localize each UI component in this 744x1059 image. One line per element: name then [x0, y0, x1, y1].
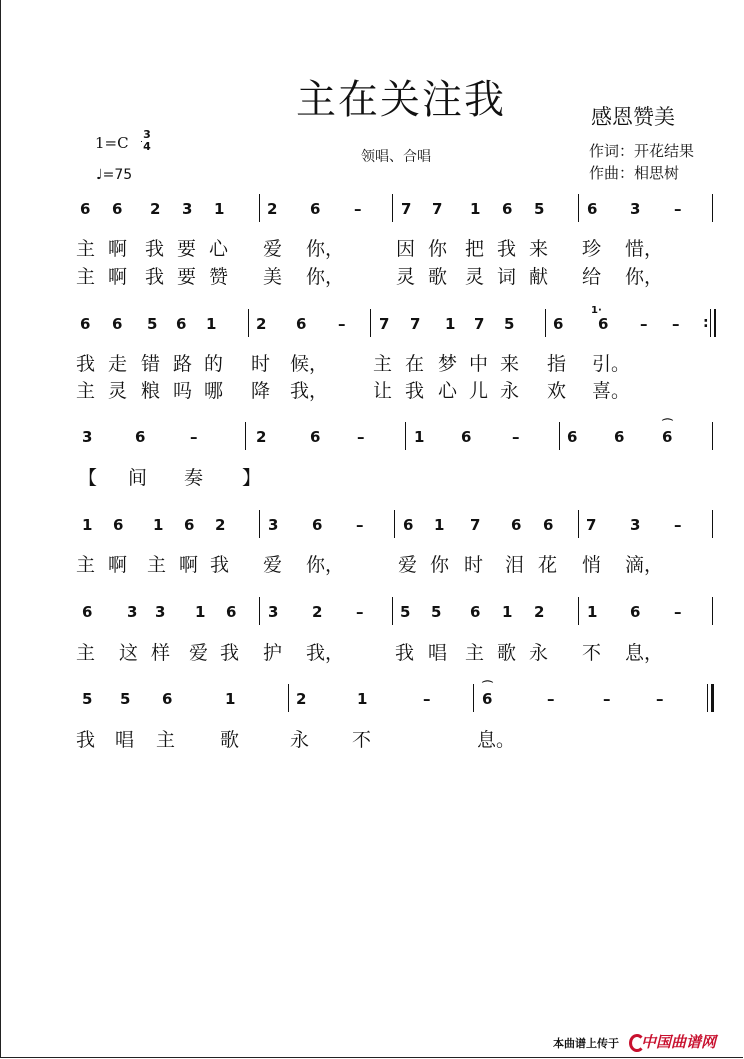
- note: 6: [470, 603, 481, 621]
- note: 6: [113, 516, 124, 534]
- barline: [248, 309, 249, 337]
- note: 6: [543, 516, 554, 534]
- barline: [578, 194, 579, 222]
- note: 2: [150, 200, 161, 218]
- note: 6: [184, 516, 195, 534]
- note: 6: [80, 200, 91, 218]
- note: 2: [267, 200, 278, 218]
- note: 1: [357, 690, 368, 708]
- lyric-char: 我: [220, 642, 240, 664]
- note: 1: [502, 603, 513, 621]
- note: 6: [112, 200, 123, 218]
- lyric-char: 时: [464, 554, 484, 576]
- note: 7: [401, 200, 412, 218]
- dash: –: [674, 516, 682, 534]
- note: 6: [461, 428, 472, 446]
- lyric-char: 灵: [108, 380, 128, 402]
- time-denominator: 4: [143, 140, 151, 153]
- lyric-char: 惜，: [625, 238, 664, 260]
- dash: –: [512, 428, 520, 446]
- barline: [578, 510, 579, 538]
- note: 6: [662, 428, 673, 446]
- note: 6: [80, 315, 91, 333]
- note: 2: [215, 516, 226, 534]
- lyric-char: 花: [538, 554, 558, 576]
- note: 6: [296, 315, 307, 333]
- note: 7: [470, 516, 481, 534]
- note: 6: [403, 516, 414, 534]
- lyric-char: 走: [108, 353, 128, 375]
- note: 3: [268, 516, 279, 534]
- barline: [473, 684, 474, 712]
- note: 6: [630, 603, 641, 621]
- note: 7: [474, 315, 485, 333]
- lyric-char: 爱: [263, 238, 283, 260]
- lyric-char: 主: [156, 729, 176, 751]
- note: 1: [414, 428, 425, 446]
- note: 5: [534, 200, 545, 218]
- lyric-char: 主: [76, 380, 96, 402]
- barline: [288, 684, 289, 712]
- dash: –: [356, 516, 364, 534]
- lyric-char: 让: [373, 380, 393, 402]
- song-subtitle: 感恩赞美: [591, 105, 675, 129]
- note: 5: [120, 690, 131, 708]
- note: 6: [482, 690, 493, 708]
- lyric-char: 主: [147, 554, 167, 576]
- note: 2: [296, 690, 307, 708]
- note: 6: [614, 428, 625, 446]
- lyric-char: 啊: [108, 238, 128, 260]
- final-barline: [711, 684, 714, 712]
- note: 2: [256, 428, 267, 446]
- lyric-char: 要: [177, 266, 197, 288]
- barline: [712, 597, 713, 625]
- notes-row-3: [0, 418, 744, 458]
- lyric-char: 永: [290, 729, 310, 751]
- note: 6: [112, 315, 123, 333]
- lyric-char: 吗: [173, 380, 193, 402]
- lyric-char: 我: [395, 642, 415, 664]
- lyric-char: 要: [177, 238, 197, 260]
- note: 6: [587, 200, 598, 218]
- note: 7: [410, 315, 421, 333]
- note: 2: [534, 603, 545, 621]
- barline: [578, 597, 579, 625]
- interlude-row: [0, 463, 744, 493]
- lyric-char: 爱: [189, 642, 209, 664]
- time-numerator: 3: [143, 128, 151, 141]
- note: 6: [511, 516, 522, 534]
- note: 3: [127, 603, 138, 621]
- note: 1: [445, 315, 456, 333]
- notes-row-4: [0, 516, 744, 546]
- notes-row-2: [0, 305, 744, 345]
- lyric-char: 欢: [547, 380, 567, 402]
- voice-label: 领唱、合唱: [361, 149, 431, 165]
- interlude-char: 间: [128, 467, 148, 489]
- note: 1: [153, 516, 164, 534]
- lyric-char: 主: [76, 266, 96, 288]
- barline: [392, 597, 393, 625]
- lyric-char: 样: [151, 642, 171, 664]
- lyrics-row-6: [0, 725, 744, 755]
- barline: [714, 309, 716, 337]
- lyric-char: 悄: [582, 554, 602, 576]
- site-logo[interactable]: 中国曲谱网: [641, 1033, 717, 1051]
- note: 6: [553, 315, 564, 333]
- lyric-char: 灵: [396, 266, 416, 288]
- note: 6: [598, 315, 609, 333]
- note: 1: [470, 200, 481, 218]
- lyrics-row-2a: [0, 349, 744, 379]
- note: 6: [567, 428, 578, 446]
- note: 7: [379, 315, 390, 333]
- lyric-char: 主: [76, 554, 96, 576]
- lyric-char: 不: [352, 729, 372, 751]
- dash: –: [674, 200, 682, 218]
- lyrics-row-1a: [0, 234, 744, 264]
- dash: –: [672, 315, 680, 333]
- note: 7: [432, 200, 443, 218]
- barline: [259, 597, 260, 625]
- note: 2: [312, 603, 323, 621]
- lyric-char: 词: [497, 266, 517, 288]
- note: 7: [586, 516, 597, 534]
- barline: [394, 510, 395, 538]
- lyric-char: 美: [263, 266, 283, 288]
- note: 1: [214, 200, 225, 218]
- lyric-char: 我: [405, 380, 425, 402]
- lyricist-credit: 作词：开花结果: [589, 142, 695, 160]
- dash: –: [674, 603, 682, 621]
- lyric-char: 你，: [306, 266, 345, 288]
- lyric-char: 你，: [625, 266, 664, 288]
- barline: [707, 684, 708, 712]
- note: 5: [82, 690, 93, 708]
- lyric-char: 我: [145, 238, 165, 260]
- lyric-char: 我，: [306, 642, 345, 664]
- note: 6: [310, 428, 321, 446]
- barline: [259, 510, 260, 538]
- lyric-char: 儿: [469, 380, 489, 402]
- note: 5: [431, 603, 442, 621]
- notes-row-6: [0, 680, 744, 720]
- lyric-char: 滴，: [625, 554, 664, 576]
- time-signature: [141, 129, 153, 153]
- barline: [559, 422, 560, 450]
- lyric-char: 我: [76, 353, 96, 375]
- lyric-char: 你: [430, 554, 450, 576]
- lyric-char: 啊: [108, 554, 128, 576]
- upload-note: 本曲谱上传于: [553, 1037, 619, 1050]
- dash: –: [190, 428, 198, 446]
- barline: [392, 194, 393, 222]
- lyric-char: 息，: [625, 642, 664, 664]
- barline: [712, 194, 713, 222]
- lyric-char: 来: [500, 353, 520, 375]
- lyric-char: 喜。: [592, 380, 631, 402]
- note: 3: [82, 428, 93, 446]
- lyric-char: 引。: [592, 353, 631, 375]
- note: 3: [268, 603, 279, 621]
- interlude-char: 奏: [184, 467, 204, 489]
- fermata-icon: ⌒: [482, 680, 493, 693]
- dash: –: [423, 690, 431, 708]
- note: 6: [162, 690, 173, 708]
- note: 1: [225, 690, 236, 708]
- lyric-char: 路: [173, 353, 193, 375]
- note: 6: [176, 315, 187, 333]
- note: 3: [155, 603, 166, 621]
- note: 5: [400, 603, 411, 621]
- lyric-char: 心: [209, 238, 229, 260]
- lyric-char: 我: [76, 729, 96, 751]
- lyric-char: 梦: [438, 353, 458, 375]
- lyric-char: 永: [529, 642, 549, 664]
- repeat-dots: :: [703, 315, 709, 331]
- barline: [259, 194, 260, 222]
- barline: [405, 422, 406, 450]
- dash: –: [338, 315, 346, 333]
- note: 6: [135, 428, 146, 446]
- lyric-char: 中: [469, 353, 489, 375]
- lyric-char: 永: [500, 380, 520, 402]
- note: 1: [206, 315, 217, 333]
- lyric-char: 把: [465, 238, 485, 260]
- dash: –: [356, 603, 364, 621]
- note: 1: [434, 516, 445, 534]
- lyric-char: 歌: [220, 729, 240, 751]
- lyric-char: 珍: [582, 238, 602, 260]
- lyric-char: 赞: [209, 266, 229, 288]
- lyric-char: 降: [251, 380, 271, 402]
- lyric-char: 这: [119, 642, 139, 664]
- note: 6: [310, 200, 321, 218]
- lyric-char: 爱: [398, 554, 418, 576]
- lyric-char: 歌: [428, 266, 448, 288]
- lyric-char: 唱: [115, 729, 135, 751]
- lyrics-row-4: [0, 550, 744, 580]
- dash: –: [640, 315, 648, 333]
- bracket-left: 【: [78, 467, 98, 489]
- lyric-char: 护: [263, 642, 283, 664]
- note: 6: [502, 200, 513, 218]
- volta-marker: 1·: [591, 305, 602, 316]
- barline: [545, 309, 546, 337]
- note: 6: [312, 516, 323, 534]
- lyric-char: 给: [582, 266, 602, 288]
- barline: [245, 422, 246, 450]
- key-signature: 1=C: [95, 134, 129, 152]
- lyric-char: 的: [204, 353, 224, 375]
- note: 5: [147, 315, 158, 333]
- lyric-char: 来: [529, 238, 549, 260]
- note: 1: [82, 516, 93, 534]
- lyric-char: 灵: [465, 266, 485, 288]
- lyric-char: 主: [76, 238, 96, 260]
- lyric-char: 泪: [505, 554, 525, 576]
- lyric-char: 在: [405, 353, 425, 375]
- lyric-char: 不: [582, 642, 602, 664]
- composer-credit: 作曲：相思树: [589, 164, 680, 182]
- lyric-char: 我，: [290, 380, 329, 402]
- barline: [710, 309, 711, 337]
- barline: [712, 510, 713, 538]
- lyric-char: 因: [396, 238, 416, 260]
- lyrics-row-5: [0, 638, 744, 668]
- tempo-marking: ♩=75: [96, 167, 133, 183]
- lyrics-row-2b: [0, 376, 744, 406]
- note: 6: [82, 603, 93, 621]
- barline: [712, 422, 713, 450]
- song-title: 主在关注我: [296, 77, 506, 123]
- lyric-char: 我: [145, 266, 165, 288]
- note: 1: [195, 603, 206, 621]
- lyric-char: 息。: [477, 729, 516, 751]
- lyric-char: 你，: [306, 554, 345, 576]
- lyric-char: 主: [373, 353, 393, 375]
- lyrics-row-1b: [0, 262, 744, 292]
- dash: –: [357, 428, 365, 446]
- lyric-char: 你，: [306, 238, 345, 260]
- note: 2: [256, 315, 267, 333]
- lyric-char: 啊: [179, 554, 199, 576]
- note: 5: [504, 315, 515, 333]
- dash: –: [656, 690, 664, 708]
- dash: –: [547, 690, 555, 708]
- note: 3: [630, 516, 641, 534]
- lyric-char: 我: [497, 238, 517, 260]
- dash: –: [603, 690, 611, 708]
- lyric-char: 指: [547, 353, 567, 375]
- lyric-char: 主: [76, 642, 96, 664]
- bracket-right: 】: [242, 467, 262, 489]
- fermata-icon: ⌒: [662, 418, 673, 431]
- notes-row-1: [0, 200, 744, 230]
- lyric-char: 唱: [428, 642, 448, 664]
- note: 3: [182, 200, 193, 218]
- dash: –: [354, 200, 362, 218]
- lyric-char: 歌: [497, 642, 517, 664]
- note: 6: [226, 603, 237, 621]
- lyric-char: 主: [465, 642, 485, 664]
- lyric-char: 粮: [141, 380, 161, 402]
- lyric-char: 错: [141, 353, 161, 375]
- lyric-char: 爱: [263, 554, 283, 576]
- lyric-char: 你: [428, 238, 448, 260]
- lyric-char: 候，: [290, 353, 329, 375]
- barline: [370, 309, 371, 337]
- lyric-char: 时: [251, 353, 271, 375]
- lyric-char: 哪: [204, 380, 224, 402]
- note: 3: [630, 200, 641, 218]
- lyric-char: 心: [438, 380, 458, 402]
- note: 1: [587, 603, 598, 621]
- lyric-char: 啊: [108, 266, 128, 288]
- lyric-char: 献: [529, 266, 549, 288]
- notes-row-5: [0, 603, 744, 633]
- lyric-char: 我: [210, 554, 230, 576]
